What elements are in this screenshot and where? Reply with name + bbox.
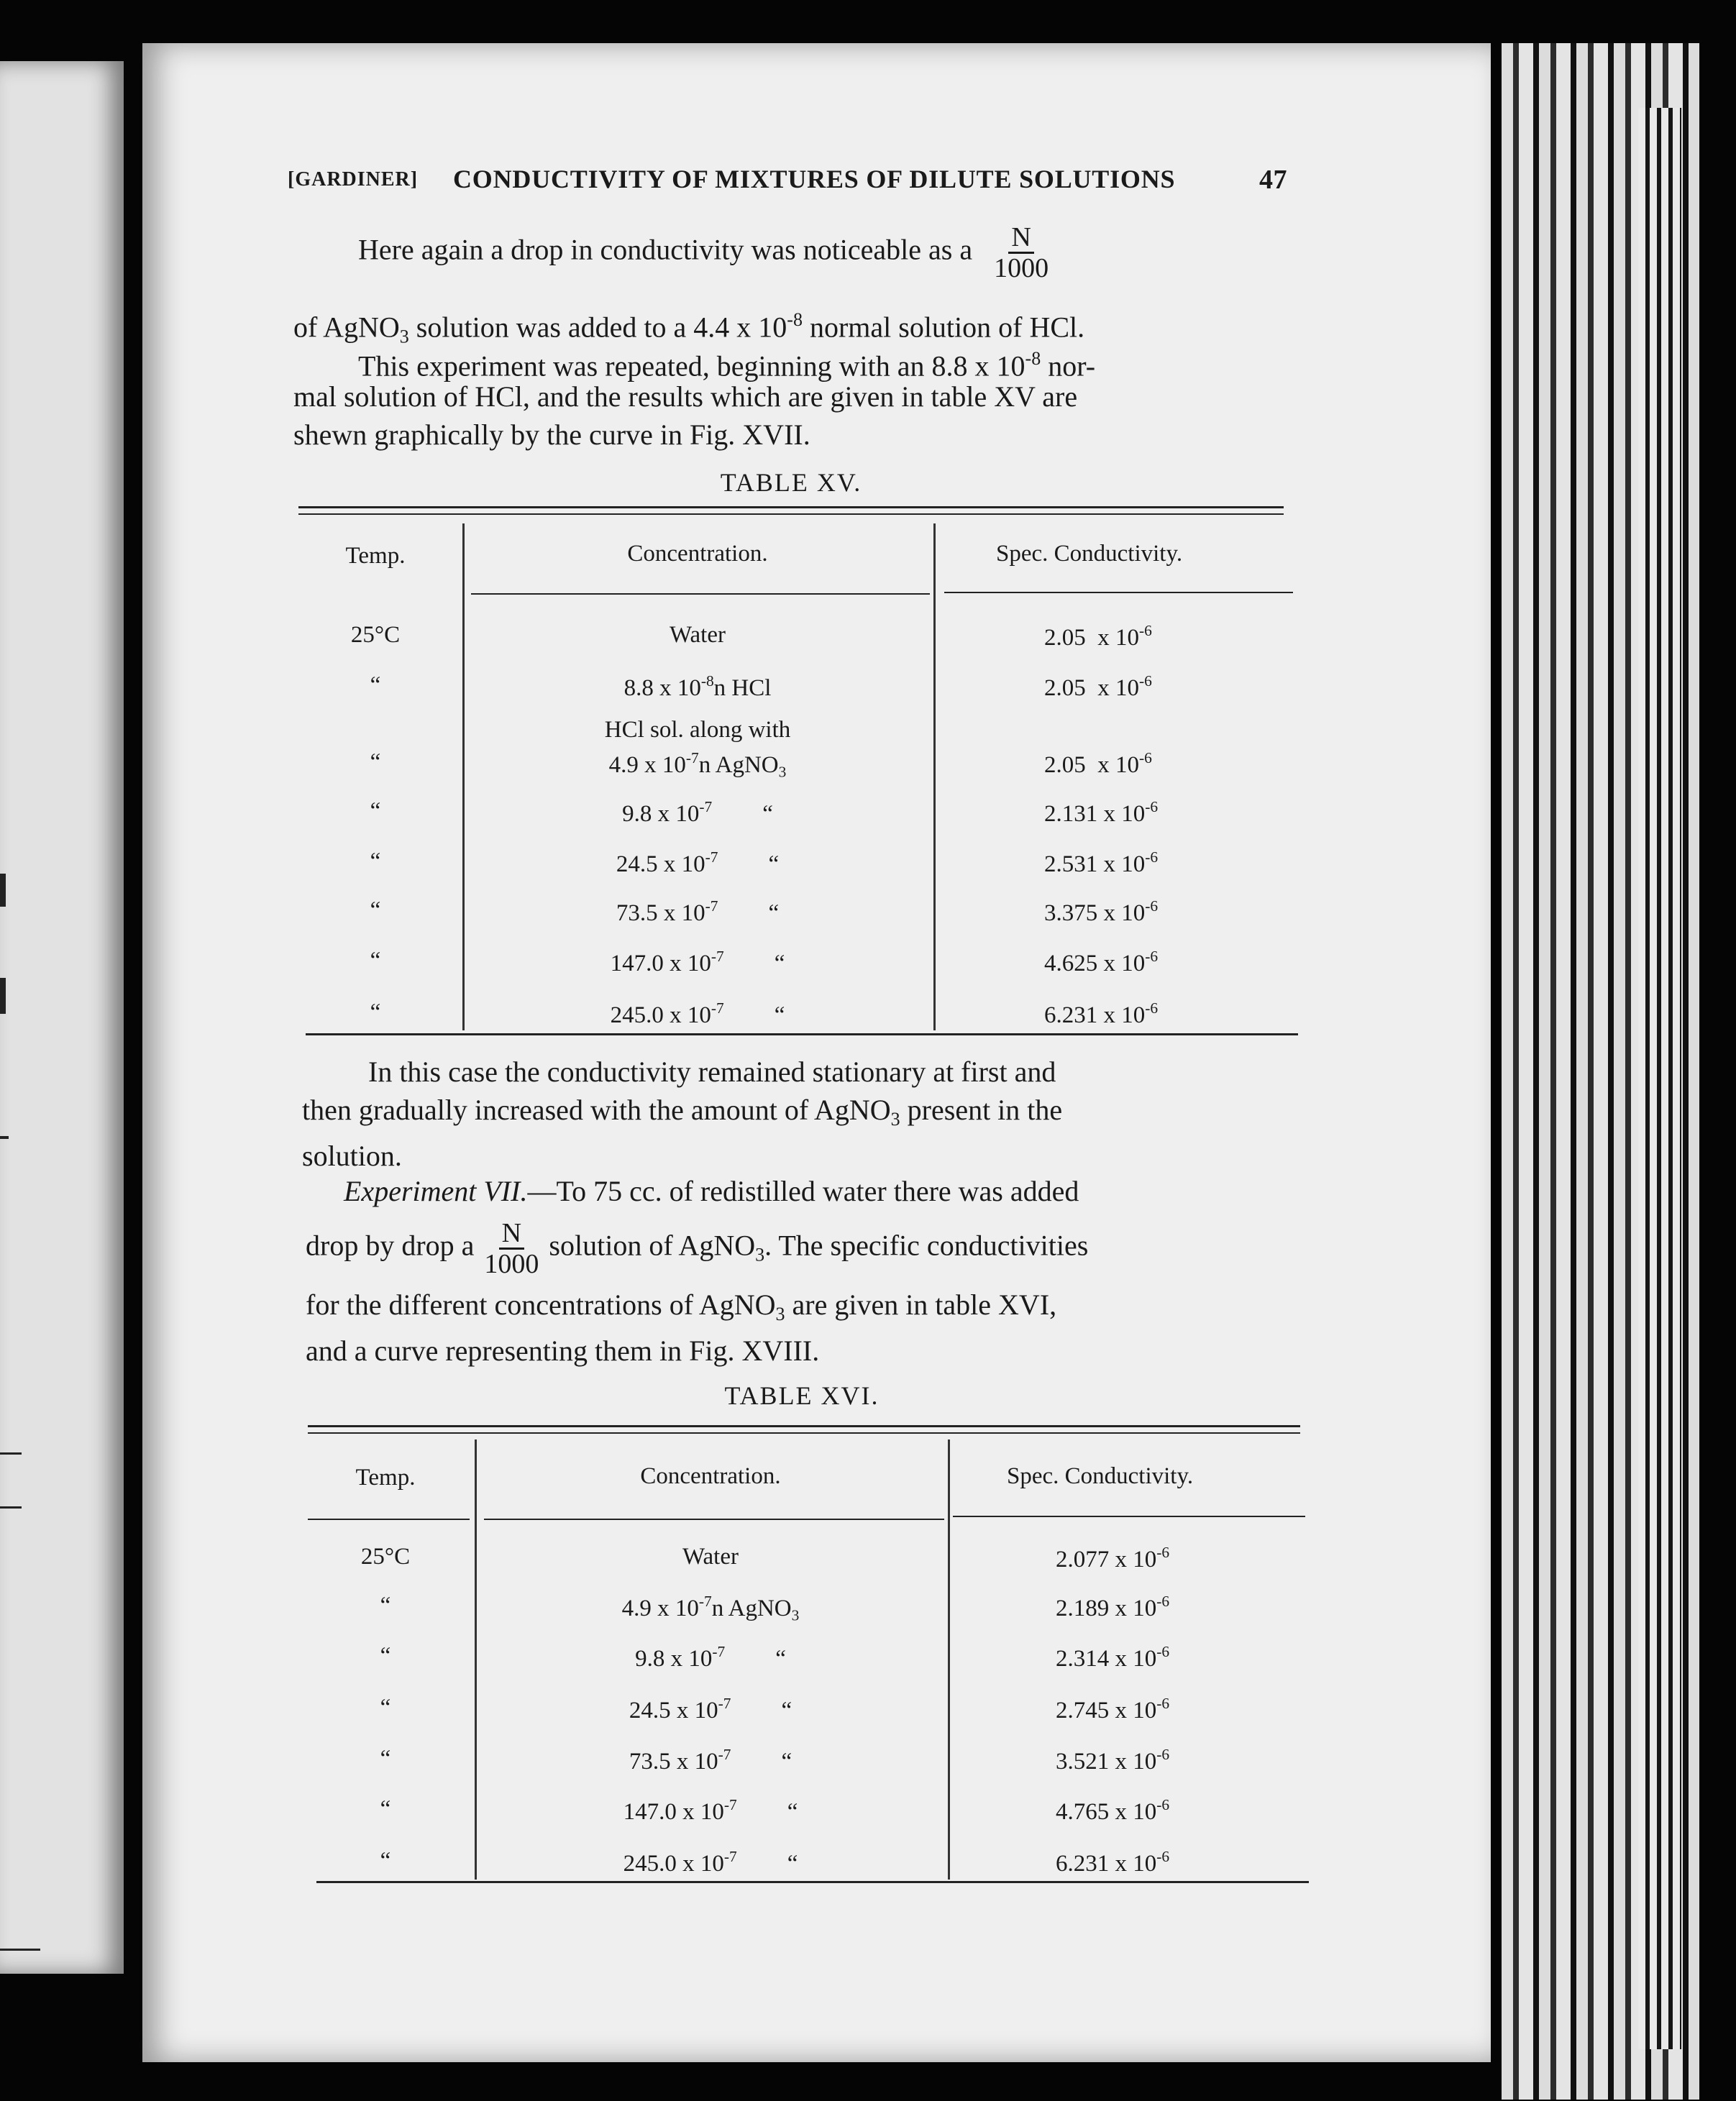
table-cell-temp: “ [380,1746,391,1772]
table-cell-concentration [509,1848,912,1877]
concentration-exponent: -7 [718,1695,731,1712]
fraction-n-over-1000 [484,1219,539,1278]
subscript: 3 [399,326,409,347]
concentration-value: 4.9 x 10 [621,1595,699,1621]
fraction-denominator: 1000 [994,253,1049,283]
text-span: are given in table XVI, [785,1288,1057,1321]
table16-header-rule [484,1519,944,1520]
text-span: —To 75 cc. of redistilled water there was added [527,1175,1079,1207]
table-cell-spec-conductivity [1044,798,1158,828]
table15-col-divider [462,523,465,1030]
running-title: CONDUCTIVITY OF MIXTURES OF DILUTE SOLUTIONS [453,165,1176,193]
concentration-value: 24.5 x 10 [616,851,705,877]
concentration-exponent: -8 [700,672,714,690]
text-span: . The specific conductivities [764,1229,1089,1262]
concentration-exponent: -7 [705,848,718,866]
table16-header-spec-conductivity: Spec. Conductivity. [1007,1463,1194,1489]
para2-line2 [302,1091,1302,1139]
table-cell-spec-conductivity [1044,672,1152,702]
subscript: 3 [775,1303,785,1324]
table-cell-temp: “ [380,1593,391,1619]
para1-text: Here again a drop in conductivity was noticeable as a [358,233,973,266]
ditto-mark: “ [781,1748,792,1775]
table-cell-concentration [509,1796,912,1826]
concentration-exponent: -7 [723,1848,737,1865]
para1-line4: mal solution of HCl, and the results which are given in table XV are [293,380,1078,413]
table-cell-concentration [496,798,899,828]
table-cell-temp: “ [370,897,381,923]
ditto-mark: “ [768,900,780,926]
concentration-value: 24.5 x 10 [629,1697,718,1724]
table-cell-spec-conductivity [1056,1746,1169,1775]
conductivity-value: 2.05 x 10 [1044,674,1139,701]
page-edge-strip [1638,108,1681,2049]
concentration-value: 147.0 x 10 [623,1798,724,1825]
ditto-mark: “ [787,1850,798,1877]
table-cell-spec-conductivity [1056,1848,1169,1877]
concentration-subscript: 3 [791,1606,800,1624]
text-span: normal solution of HCl. [802,311,1085,344]
left-page-rule [0,1506,22,1509]
ditto-mark: “ [762,800,773,827]
left-page-rule [0,1452,22,1455]
concentration-exponent: -7 [712,1643,726,1660]
table-cell-concentration [509,1593,912,1624]
table-cell-concentration [496,672,899,702]
text-span: drop by drop a [306,1229,475,1262]
table-cell-concentration-note: HCl sol. along with [604,717,791,743]
concentration-value: 8.8 x 10 [623,674,701,701]
table-cell-spec-conductivity [1056,1695,1169,1724]
conductivity-value: 2.077 x 10 [1056,1546,1157,1573]
concentration-suffix: n AgNO [698,751,779,778]
table-cell-temp: “ [380,1695,391,1721]
conductivity-value: 2.05 x 10 [1044,751,1139,778]
conductivity-value: 2.189 x 10 [1056,1595,1157,1621]
table16-header-rule [308,1519,470,1520]
concentration-exponent: -7 [711,948,724,965]
conductivity-exponent: -6 [1156,1544,1170,1561]
concentration-value: Water [682,1544,739,1570]
table15-header-spec-conductivity: Spec. Conductivity. [996,541,1183,567]
table-cell-temp: “ [370,749,381,775]
conductivity-exponent: -6 [1156,1848,1170,1865]
table-cell-spec-conductivity [1056,1593,1169,1622]
concentration-value: 9.8 x 10 [622,800,700,827]
table-cell-temp: “ [380,1643,391,1669]
conductivity-value: 6.231 x 10 [1056,1850,1157,1877]
conductivity-exponent: -6 [1156,1643,1170,1660]
subscript: 3 [755,1244,765,1265]
table-cell-spec-conductivity [1044,897,1158,927]
table-cell-concentration [496,848,899,878]
table-cell-temp: “ [370,798,381,824]
left-page-glyph [0,1136,9,1139]
conductivity-exponent: -6 [1156,1593,1170,1610]
text-span: solution of AgNO [549,1229,756,1262]
table16-top-rule [308,1432,1300,1434]
conductivity-exponent: -6 [1145,897,1159,915]
conductivity-exponent: -6 [1139,622,1152,639]
concentration-suffix: n HCl [713,674,772,701]
conductivity-exponent: -6 [1145,999,1159,1017]
para1-line1 [358,223,1293,283]
table15-header-rule [471,593,930,595]
ditto-mark: “ [774,1002,785,1028]
para3-line2 [306,1219,1305,1278]
text-span: nor- [1041,349,1096,383]
text-span: present in the [900,1094,1063,1126]
fraction-numerator: N [1008,223,1033,254]
conductivity-exponent: -6 [1145,798,1159,815]
fraction-numerator: N [499,1219,524,1250]
table-cell-temp: “ [370,848,381,874]
conductivity-value: 2.745 x 10 [1056,1697,1157,1724]
running-header [288,164,1287,204]
table16-bottom-rule [316,1881,1309,1883]
text-span: then gradually increased with the amount of AgNO [302,1094,891,1126]
table-cell-temp: “ [370,672,381,698]
table16-header-concentration: Concentration. [640,1463,781,1489]
running-author: [GARDINER] [288,168,419,191]
table-cell-concentration [509,1695,912,1724]
conductivity-value: 6.231 x 10 [1044,1002,1146,1028]
conductivity-exponent: -6 [1145,948,1159,965]
para3-line4: and a curve representing them in Fig. XVIII. [306,1335,820,1367]
table15-header-rule [944,592,1293,593]
left-page-edge [0,61,124,1974]
table16-header-temp: Temp. [355,1465,416,1491]
table15-bottom-rule [306,1033,1298,1035]
concentration-value: 245.0 x 10 [623,1850,724,1877]
table15-header-concentration: Concentration. [627,541,768,567]
concentration-value: 73.5 x 10 [629,1748,718,1775]
table16-col-divider [948,1439,950,1880]
conductivity-exponent: -6 [1139,749,1152,766]
table-cell-temp: “ [370,948,381,974]
table16-header-rule [953,1516,1305,1517]
para3-line3 [306,1286,1305,1334]
conductivity-value: 2.131 x 10 [1044,800,1146,827]
conductivity-value: 2.05 x 10 [1044,624,1139,651]
para2-line3: solution. [302,1140,402,1172]
fraction-denominator: 1000 [484,1249,539,1279]
ditto-mark: “ [787,1798,798,1825]
table-cell-temp: 25°C [350,622,401,648]
table-cell-temp: “ [380,1796,391,1822]
table-cell-spec-conductivity [1044,622,1152,651]
table-cell-temp: “ [380,1848,391,1874]
ditto-mark: “ [768,851,780,877]
concentration-value: 147.0 x 10 [610,950,711,976]
left-page-glyph [0,874,6,907]
conductivity-value: 4.625 x 10 [1044,950,1146,976]
concentration-exponent: -7 [685,749,699,766]
superscript: -8 [1025,348,1041,369]
ditto-mark: “ [775,1645,786,1672]
fraction-n-over-1000 [994,223,1049,283]
concentration-exponent: -7 [699,798,713,815]
conductivity-exponent: -6 [1156,1796,1170,1813]
conductivity-value: 3.521 x 10 [1056,1748,1157,1775]
ditto-mark: “ [781,1697,792,1724]
ditto-mark: “ [774,950,785,976]
concentration-value: 73.5 x 10 [616,900,705,926]
concentration-exponent: -7 [711,999,724,1017]
concentration-value: 4.9 x 10 [608,751,686,778]
concentration-value: 245.0 x 10 [610,1002,711,1028]
table-cell-spec-conductivity [1056,1544,1169,1573]
concentration-exponent: -7 [723,1796,737,1813]
table-cell-spec-conductivity [1044,749,1152,779]
table-cell-concentration [509,1643,912,1672]
concentration-exponent: -7 [705,897,718,915]
table15-top-rule [298,513,1284,515]
table-cell-spec-conductivity [1056,1796,1169,1826]
table-cell-concentration [509,1746,912,1775]
table-cell-spec-conductivity [1044,948,1158,977]
table15-caption: TABLE XV. [720,468,862,497]
conductivity-exponent: -6 [1139,672,1152,690]
conductivity-exponent: -6 [1156,1746,1170,1763]
concentration-exponent: -7 [698,1593,712,1610]
para1-line5: shewn graphically by the curve in Fig. XVII. [293,418,810,451]
left-page-rule [0,1949,40,1951]
table-cell-concentration [496,999,899,1029]
subscript: 3 [890,1108,900,1130]
concentration-value: 9.8 x 10 [635,1645,713,1672]
table-cell-spec-conductivity [1044,848,1158,878]
table-cell-concentration [496,749,899,781]
text-span: for the different concentrations of AgNO [306,1288,776,1321]
table16-top-rule [308,1425,1300,1427]
table-cell-concentration [496,622,899,649]
para2-line1: In this case the conductivity remained stationary at first and [368,1056,1056,1088]
left-page-glyph [0,978,6,1014]
page-block-edges [1502,43,1699,2100]
table15-top-rule [298,506,1284,508]
table-cell-concentration [496,948,899,977]
conductivity-value: 3.375 x 10 [1044,900,1146,926]
table16-col-divider [475,1439,477,1880]
text-span: This experiment was repeated, beginning with an 8.8 x 10 [358,349,1025,383]
conductivity-exponent: -6 [1145,848,1159,866]
concentration-exponent: -7 [718,1746,731,1763]
table-cell-temp: 25°C [360,1544,411,1570]
table15-header-temp: Temp. [345,543,406,569]
experiment-heading: Experiment VII. [344,1175,528,1207]
superscript: -8 [787,309,803,330]
conductivity-value: 4.765 x 10 [1056,1798,1157,1825]
table16-caption: TABLE XVI. [724,1381,880,1410]
conductivity-value: 2.531 x 10 [1044,851,1146,877]
conductivity-exponent: -6 [1156,1695,1170,1712]
concentration-suffix: n AgNO [711,1595,792,1621]
table-cell-spec-conductivity [1044,999,1158,1029]
table-cell-concentration [509,1544,912,1570]
table-cell-temp: “ [370,999,381,1025]
table15-col-divider [933,523,936,1030]
concentration-subscript: 3 [778,763,787,781]
table-cell-concentration [496,897,899,927]
page-number: 47 [1259,165,1287,195]
text-span: of AgNO [293,311,400,344]
para3-line1 [344,1172,1307,1211]
conductivity-value: 2.314 x 10 [1056,1645,1157,1672]
text-span: solution was added to a 4.4 x 10 [408,311,787,344]
table-cell-spec-conductivity [1056,1643,1169,1672]
concentration-value: Water [670,622,726,648]
